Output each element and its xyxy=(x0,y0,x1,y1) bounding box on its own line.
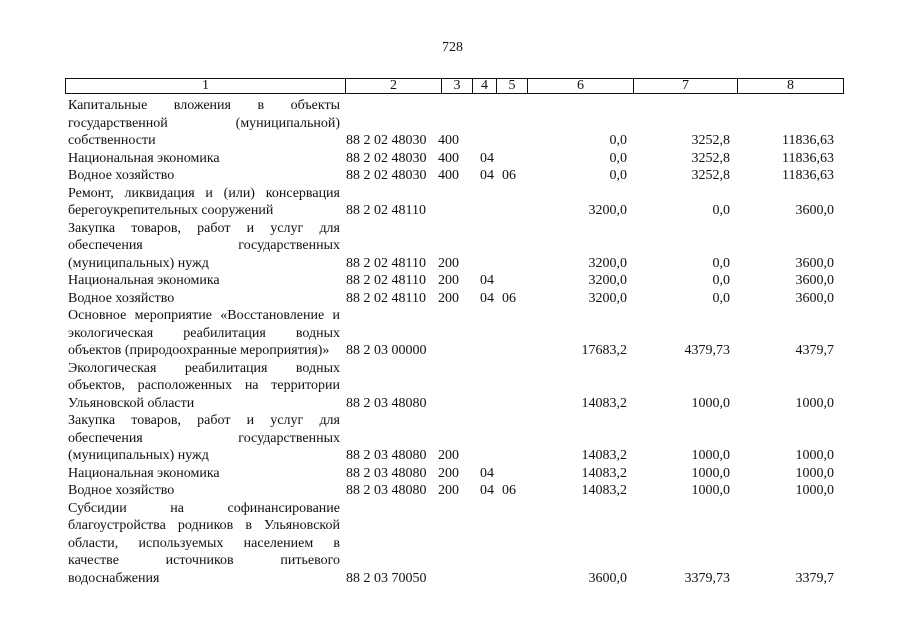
amount-col6: 14083,2 xyxy=(581,465,627,481)
section xyxy=(480,97,502,150)
row-name: Национальная экономика xyxy=(68,465,220,481)
amount-col7: 0,0 xyxy=(712,255,730,271)
table-row xyxy=(68,465,834,483)
amount-col8: 3600,0 xyxy=(795,290,834,306)
row-name: Основное мероприятие «Восстановление и экологическая реабилитация водных объектов (природоохранные мероприятия)» xyxy=(68,308,340,358)
amount-col8: 1000,0 xyxy=(795,395,834,411)
amount-col6: 0,0 xyxy=(609,168,627,183)
amount-col8: 11836,63 xyxy=(782,150,834,166)
amount-col7: 3252,8 xyxy=(691,133,730,148)
row-name: Экологическая реабилитация водных объектов, расположенных на территории Ульяновской области xyxy=(68,360,340,411)
subsection xyxy=(502,500,532,588)
row-name: Закупка товаров, работ и услуг для обеспечения государственных (муниципальных) нужд xyxy=(68,413,340,463)
expense-type: 400 xyxy=(438,133,459,148)
section: 04 xyxy=(480,483,494,498)
target-code: 88 2 02 48030 xyxy=(346,150,427,166)
expense-type xyxy=(438,360,480,413)
amount-col7: 0,0 xyxy=(712,273,730,288)
amount-col6: 3600,0 xyxy=(588,570,627,586)
table-row xyxy=(68,412,834,465)
column-header-5: 5 xyxy=(497,79,528,94)
table-row xyxy=(68,272,834,290)
section xyxy=(480,185,502,220)
amount-col6: 3200,0 xyxy=(588,255,627,271)
table-row xyxy=(68,307,834,360)
subsection xyxy=(502,97,532,150)
section xyxy=(480,500,502,588)
table-row xyxy=(68,482,834,500)
target-code: 88 2 02 48110 xyxy=(346,255,426,271)
table-row xyxy=(68,185,834,220)
amount-col7: 1000,0 xyxy=(691,395,730,411)
subsection xyxy=(502,150,532,168)
subsection xyxy=(502,360,532,413)
expense-type: 200 xyxy=(438,465,459,481)
amount-col8: 3379,7 xyxy=(795,570,834,586)
amount-col6: 14083,2 xyxy=(581,483,627,498)
row-name: Водное хозяйство xyxy=(68,290,175,306)
page-number: 728 xyxy=(442,40,463,55)
amount-col8: 1000,0 xyxy=(795,483,834,498)
subsection xyxy=(502,220,532,273)
amount-col7: 1000,0 xyxy=(691,448,730,463)
table-row xyxy=(68,167,834,185)
section: 04 xyxy=(480,168,494,183)
expense-type: 200 xyxy=(438,290,459,306)
target-code: 88 2 02 48030 xyxy=(346,168,427,183)
amount-col6: 14083,2 xyxy=(581,395,627,411)
column-header-2: 2 xyxy=(346,79,442,94)
subsection xyxy=(502,185,532,220)
subsection xyxy=(502,465,532,483)
amount-col7: 1000,0 xyxy=(691,465,730,481)
target-code: 88 2 03 00000 xyxy=(346,343,427,358)
target-code: 88 2 03 70050 xyxy=(346,570,427,586)
target-code: 88 2 03 48080 xyxy=(346,483,427,498)
row-name: Национальная экономика xyxy=(68,150,220,166)
table-row xyxy=(68,500,834,588)
amount-col7: 4379,73 xyxy=(684,343,730,358)
table-row xyxy=(68,97,834,150)
amount-col8: 11836,63 xyxy=(782,168,834,183)
amount-col8: 4379,7 xyxy=(795,343,834,358)
section: 04 xyxy=(480,273,494,288)
subsection: 06 xyxy=(502,168,516,183)
column-header-7: 7 xyxy=(634,79,738,94)
column-header-3: 3 xyxy=(442,79,473,94)
expense-type: 200 xyxy=(438,273,459,288)
section: 04 xyxy=(480,465,494,481)
amount-col7: 3379,73 xyxy=(684,570,730,586)
target-code: 88 2 03 48080 xyxy=(346,465,427,481)
expense-type: 200 xyxy=(438,448,459,463)
column-header-row xyxy=(66,79,844,94)
amount-col6: 3200,0 xyxy=(588,273,627,288)
expense-type xyxy=(438,185,480,220)
section: 04 xyxy=(480,290,494,306)
expense-type: 400 xyxy=(438,150,459,166)
row-name: Субсидии на софинансирование благоустройства родников в Ульяновской области, используемых населением в качестве источников питьевого водоснабжения xyxy=(68,500,340,586)
table-row xyxy=(68,360,834,413)
column-header-4: 4 xyxy=(473,79,497,94)
amount-col8: 3600,0 xyxy=(795,203,834,218)
section xyxy=(480,360,502,413)
row-name: Водное хозяйство xyxy=(68,483,175,498)
subsection: 06 xyxy=(502,290,516,306)
section xyxy=(480,412,502,465)
row-name: Ремонт, ликвидация и (или) консервация берегоукрепительных сооружений xyxy=(68,185,340,218)
amount-col8: 11836,63 xyxy=(782,133,834,148)
row-name: Водное хозяйство xyxy=(68,168,175,183)
subsection: 06 xyxy=(502,483,516,498)
target-code: 88 2 02 48030 xyxy=(346,133,427,148)
target-code: 88 2 02 48110 xyxy=(346,203,426,218)
amount-col7: 0,0 xyxy=(712,203,730,218)
amount-col6: 14083,2 xyxy=(581,448,627,463)
target-code: 88 2 03 48080 xyxy=(346,448,427,463)
expense-type: 200 xyxy=(438,483,459,498)
row-name: Национальная экономика xyxy=(68,273,220,288)
column-header-1: 1 xyxy=(66,79,346,94)
amount-col6: 3200,0 xyxy=(588,203,627,218)
column-header-6: 6 xyxy=(528,79,634,94)
target-code: 88 2 02 48110 xyxy=(346,273,426,288)
column-header-8: 8 xyxy=(738,79,844,94)
section xyxy=(480,307,502,360)
amount-col8: 3600,0 xyxy=(795,255,834,271)
section xyxy=(480,220,502,273)
amount-col7: 1000,0 xyxy=(691,483,730,498)
subsection xyxy=(502,272,532,290)
table-row xyxy=(68,290,834,308)
table-row xyxy=(68,150,834,168)
amount-col8: 1000,0 xyxy=(795,448,834,463)
target-code: 88 2 03 48080 xyxy=(346,395,427,411)
expense-type xyxy=(438,307,480,360)
expense-type: 400 xyxy=(438,168,459,183)
amount-col6: 17683,2 xyxy=(581,343,627,358)
section: 04 xyxy=(480,150,494,166)
amount-col7: 0,0 xyxy=(712,290,730,306)
row-name: Капитальные вложения в объекты государственной (муниципальной) собственности xyxy=(68,98,340,148)
amount-col7: 3252,8 xyxy=(691,168,730,183)
amount-col8: 3600,0 xyxy=(795,273,834,288)
amount-col6: 0,0 xyxy=(609,150,627,166)
amount-col6: 3200,0 xyxy=(588,290,627,306)
amount-col8: 1000,0 xyxy=(795,465,834,481)
expense-type xyxy=(438,500,480,588)
expense-type: 200 xyxy=(438,255,459,271)
subsection xyxy=(502,307,532,360)
subsection xyxy=(502,412,532,465)
target-code: 88 2 02 48110 xyxy=(346,290,426,306)
row-name: Закупка товаров, работ и услуг для обеспечения государственных (муниципальных) нужд xyxy=(68,220,340,271)
budget-table xyxy=(68,97,834,587)
amount-col6: 0,0 xyxy=(609,133,627,148)
table-row xyxy=(68,220,834,273)
amount-col7: 3252,8 xyxy=(691,150,730,166)
column-header-table xyxy=(65,78,844,94)
